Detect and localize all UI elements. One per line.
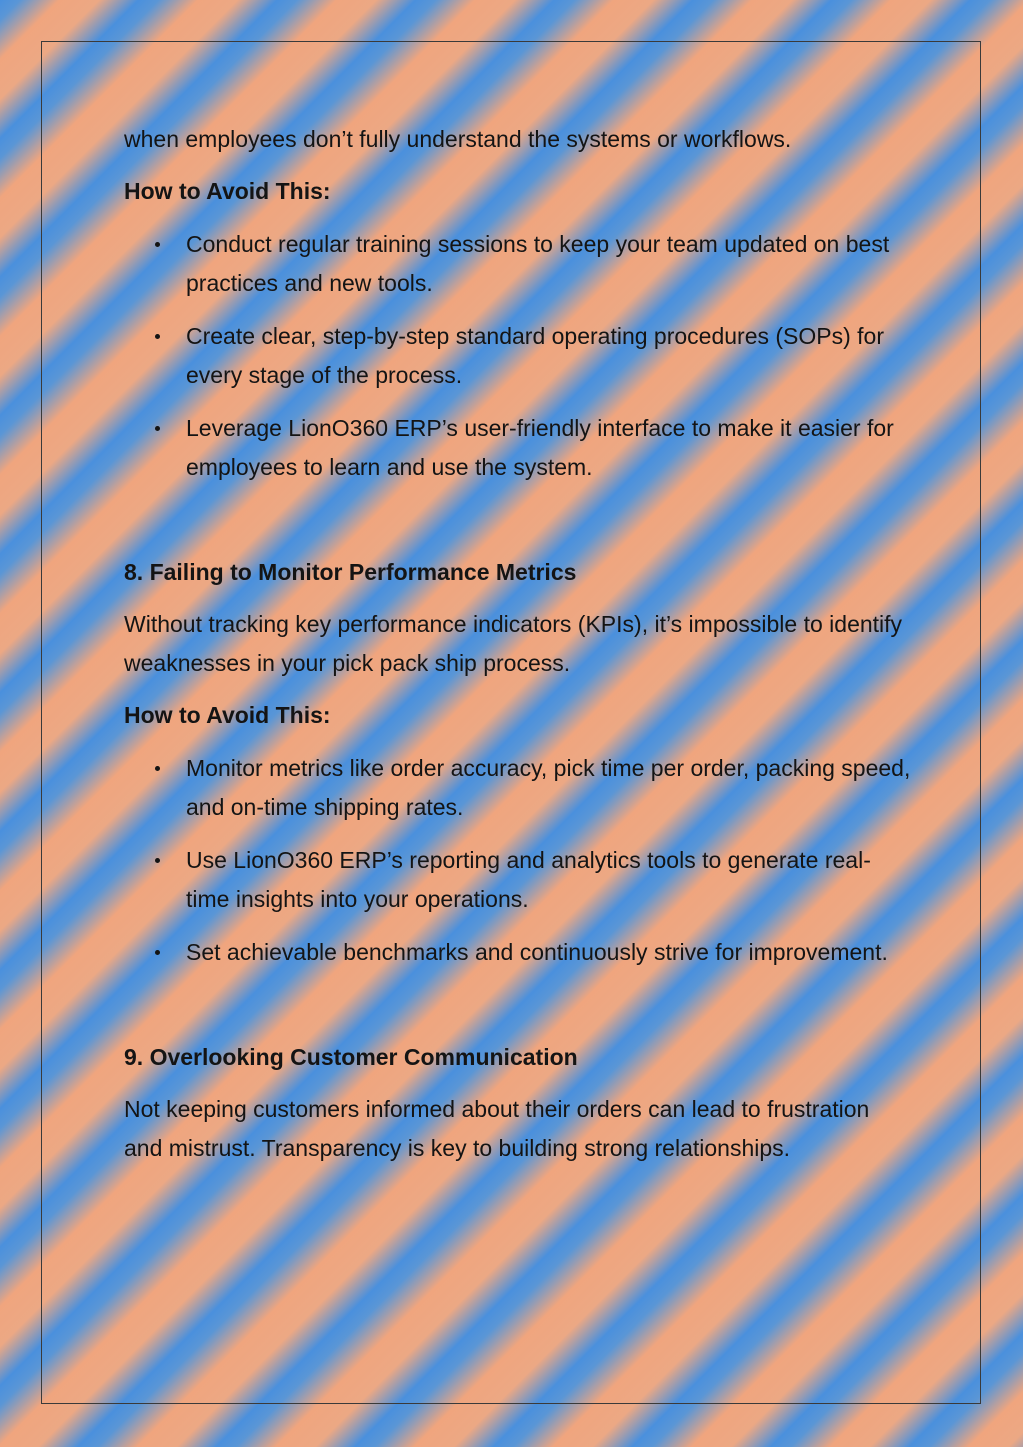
section8-avoid-heading: How to Avoid This: [124,702,331,728]
bullet-icon [155,858,160,863]
section8-paragraph: Without tracking key performance indicators (KPIs), it’s impossible to identify weaknesses in your pick pack ship process. [124,611,903,676]
bullet-icon [155,334,160,339]
list-item-text: Create clear, step-by-step standard operating procedures (SOPs) for every stage of the process. [186,323,885,388]
list-item [124,317,914,395]
list-item-text: Set achievable benchmarks and continuously strive for improvement. [186,939,888,965]
list-item-text: Use LionO360 ERP’s reporting and analytics tools to generate real-time insights into your operations. [186,847,871,912]
bullet-icon [155,242,160,247]
list-item [124,225,914,303]
list-item-text: Monitor metrics like order accuracy, pick time per order, packing speed, and on-time shipping rates. [186,755,911,820]
list-item [124,749,914,827]
list-item [124,933,914,972]
section9-paragraph: Not keeping customers informed about their orders can lead to frustration and mistrust. Transparency is key to building strong relationships. [124,1096,870,1161]
list-item-text: Conduct regular training sessions to keep your team updated on best practices and new tools. [186,231,890,296]
list-item [124,841,914,919]
intro-paragraph: when employees don’t fully understand the systems or workflows. [124,126,792,152]
list-item-text: Leverage LionO360 ERP’s user-friendly interface to make it easier for employees to learn and use the system. [186,415,894,480]
section7-avoid-heading: How to Avoid This: [124,178,331,204]
section9-title: 9. Overlooking Customer Communication [124,1044,578,1070]
section8-title: 8. Failing to Monitor Performance Metrics [124,559,577,585]
section7-bullet-list [124,225,914,487]
bullet-icon [155,950,160,955]
document-body [124,120,914,1181]
bullet-icon [155,766,160,771]
section8-bullet-list [124,749,914,972]
bullet-icon [155,426,160,431]
list-item [124,409,914,487]
